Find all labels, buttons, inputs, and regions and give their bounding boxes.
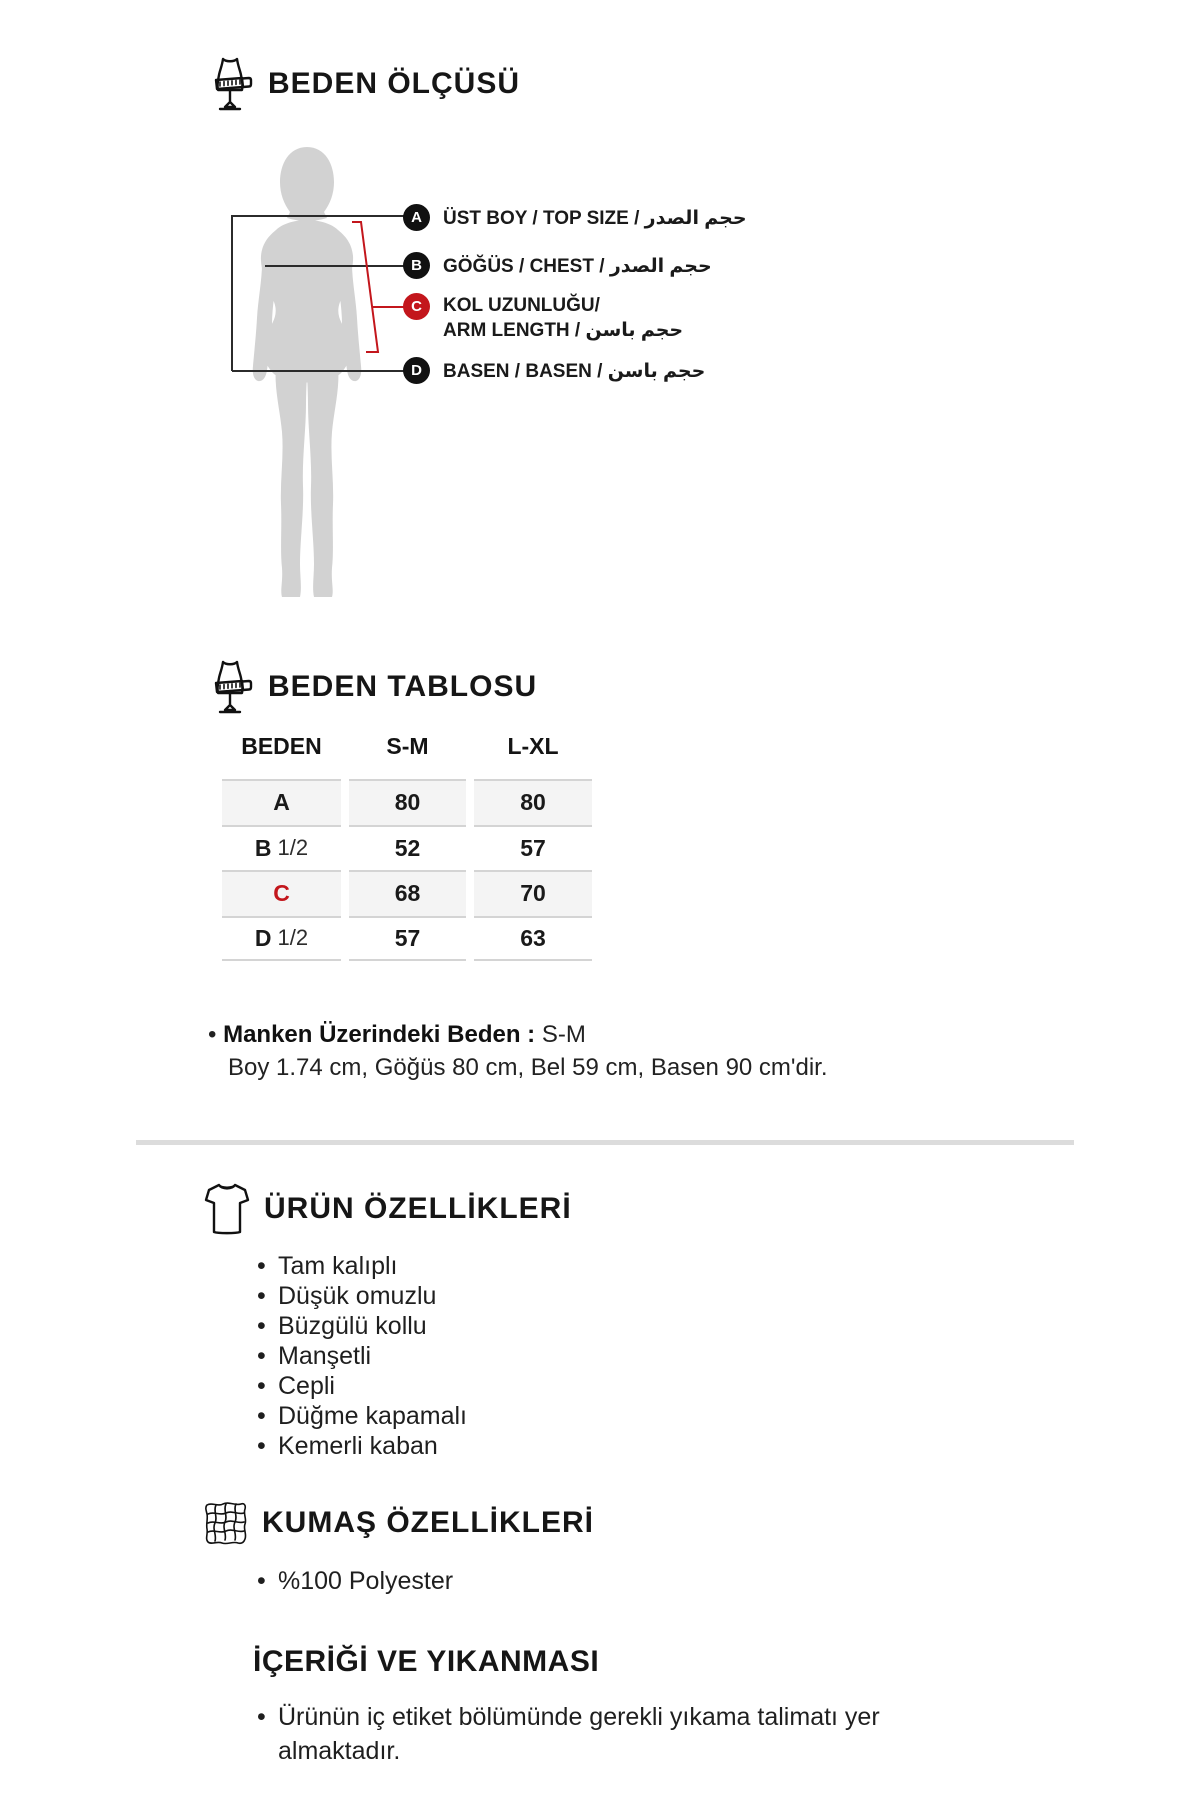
product-features-list <box>255 1251 467 1461</box>
table-cell-value: 52 <box>349 825 466 871</box>
section-divider <box>136 1140 1074 1145</box>
measurement-badge-c: C <box>403 293 430 320</box>
row-letter: D <box>254 924 272 951</box>
feature-item: • Cepli <box>255 1371 467 1401</box>
measurement-label-a: ÜST BOY / TOP SIZE / حجم الصدر <box>443 208 747 229</box>
table-cell-label <box>222 779 341 825</box>
feature-item: • Düşük omuzlu <box>255 1281 467 1311</box>
tshirt-icon <box>203 1182 251 1236</box>
table-cell-value: 68 <box>349 870 466 916</box>
row-suffix: 1/2 <box>277 925 309 951</box>
bullet: • <box>208 1021 224 1048</box>
care-instructions-list <box>255 1700 945 1768</box>
measurement-label-b: GÖĞÜS / CHEST / حجم الصدر <box>443 256 712 277</box>
feature-item: • Düğme kapamalı <box>255 1401 467 1431</box>
fabric-features-heading <box>203 1500 594 1546</box>
row-suffix: 1/2 <box>277 835 309 861</box>
feature-item: • Tam kalıplı <box>255 1251 467 1281</box>
mannequin-icon <box>205 55 255 113</box>
measurement-badge-d: D <box>403 357 430 384</box>
fabric-item: • %100 Polyester <box>255 1566 453 1596</box>
section-title: ÜRÜN ÖZELLİKLERİ <box>264 1192 572 1225</box>
model-size-line <box>208 1018 828 1051</box>
table-row <box>222 825 592 871</box>
table-cell-value: 57 <box>474 825 592 871</box>
mannequin-icon <box>205 658 255 716</box>
table-cell-label <box>222 825 341 871</box>
size-table <box>222 779 592 961</box>
measurement-badge-b: B <box>403 252 430 279</box>
row-letter: C <box>273 880 290 907</box>
feature-item: • Kemerli kaban <box>255 1431 467 1461</box>
care-heading: İÇERİĞİ VE YIKANMASI <box>253 1645 600 1678</box>
row-letter: A <box>273 789 290 816</box>
model-size-label: Manken Üzerindeki Beden : <box>223 1021 536 1048</box>
measurement-label-d: BASEN / BASEN / حجم باسن <box>443 361 706 382</box>
section-title: KUMAŞ ÖZELLİKLERİ <box>262 1506 594 1539</box>
row-letter: B <box>254 834 272 861</box>
size-table-heading <box>205 658 537 716</box>
product-features-heading <box>203 1182 572 1236</box>
table-cell-value: 57 <box>349 916 466 962</box>
size-table-header <box>222 733 592 760</box>
table-cell-value: 70 <box>474 870 592 916</box>
size-measure-heading <box>205 55 520 113</box>
care-item: • Ürünün iç etiket bölümünde gerekli yıkama talimatı yer almaktadır. <box>255 1700 945 1768</box>
measurement-label-c-line2: ARM LENGTH / حجم باسن <box>443 320 684 341</box>
body-measurement-diagram <box>180 120 900 625</box>
measurement-label-c <box>443 293 683 343</box>
table-cell-value: 63 <box>474 916 592 962</box>
fabric-features-list <box>255 1566 453 1596</box>
model-measurements: Boy 1.74 cm, Göğüs 80 cm, Bel 59 cm, Basen 90 cm'dir. <box>228 1054 828 1081</box>
table-cell-label <box>222 870 341 916</box>
body-silhouette <box>180 120 430 625</box>
table-row <box>222 870 592 916</box>
section-title: BEDEN TABLOSU <box>268 670 538 703</box>
size-table-column-header: L-XL <box>507 733 559 759</box>
model-size-value: S-M <box>541 1021 586 1048</box>
table-cell-value: 80 <box>474 779 592 825</box>
fabric-icon <box>203 1500 249 1546</box>
measurement-badge-a: A <box>403 204 430 231</box>
size-table-column-header: BEDEN <box>241 733 322 759</box>
feature-item: • Manşetli <box>255 1341 467 1371</box>
table-cell-value: 80 <box>349 779 466 825</box>
measurement-label-c-line1: KOL UZUNLUĞU/ <box>443 295 600 316</box>
size-table-column-header: S-M <box>386 733 429 759</box>
table-row <box>222 916 592 962</box>
feature-item: • Büzgülü kollu <box>255 1311 467 1341</box>
model-size-info <box>208 1018 828 1084</box>
table-row <box>222 779 592 825</box>
section-title: BEDEN ÖLÇÜSÜ <box>268 67 521 100</box>
table-cell-label <box>222 916 341 962</box>
